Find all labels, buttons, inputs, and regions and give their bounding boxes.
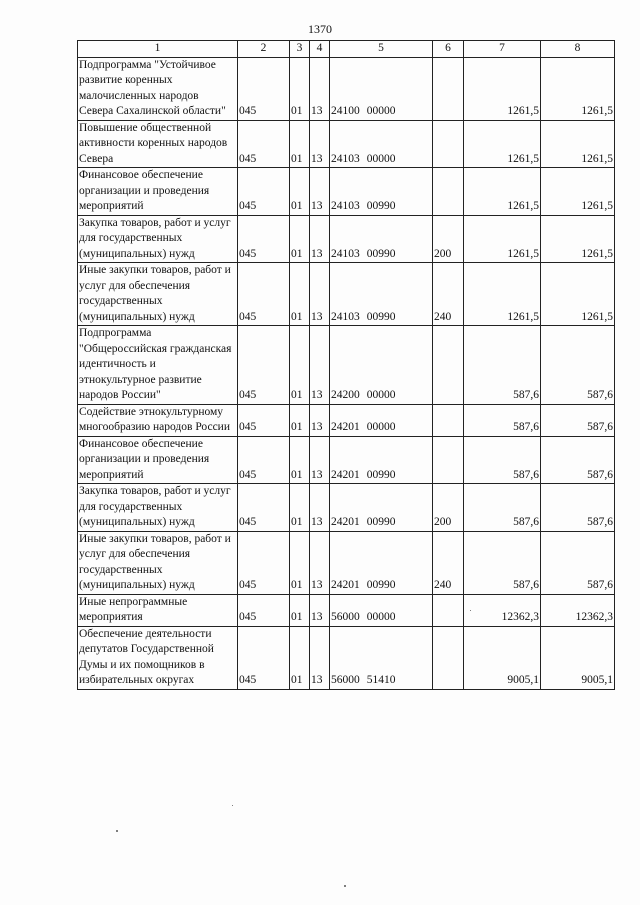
cell-col5 — [330, 404, 433, 436]
cell-col5 — [330, 168, 433, 216]
cell-col3: 01 — [290, 436, 310, 484]
cell-col6 — [433, 57, 464, 120]
cell-col5-part1: 24100 — [331, 105, 360, 117]
table-row — [78, 626, 615, 689]
cell-col2: 045 — [238, 531, 290, 594]
cell-col5-part2: 00990 — [366, 247, 396, 260]
header-cell: 4 — [310, 41, 330, 58]
cell-col8: 1261,5 — [541, 168, 615, 216]
row-name: Иные закупки товаров, работ и услуг для обеспечения государственных (муниципальных) нужд — [78, 263, 238, 326]
header-cell: 3 — [290, 41, 310, 58]
cell-col2: 045 — [238, 168, 290, 216]
table-row — [78, 168, 615, 216]
cell-col2: 045 — [238, 626, 290, 689]
cell-col5-part1: 24201 — [331, 468, 360, 481]
cell-col8: 1261,5 — [541, 57, 615, 120]
cell-col7: 1261,5 — [464, 168, 541, 216]
cell-col6: 240 — [433, 531, 464, 594]
cell-col8: 587,6 — [541, 484, 615, 532]
table-row — [78, 484, 615, 532]
table-row — [78, 120, 615, 168]
cell-col4: 13 — [310, 263, 330, 326]
cell-col2: 045 — [238, 436, 290, 484]
cell-col7: 587,6 — [464, 531, 541, 594]
row-name: Закупка товаров, работ и услуг для государственных (муниципальных) нужд — [78, 484, 238, 532]
cell-col5-part1: 56000 — [331, 674, 360, 686]
cell-col8: 1261,5 — [541, 263, 615, 326]
cell-col4: 13 — [310, 57, 330, 120]
cell-col3: 01 — [290, 263, 310, 326]
cell-col4: 13 — [310, 168, 330, 216]
cell-col8: 587,6 — [541, 531, 615, 594]
row-name: Иные закупки товаров, работ и услуг для обеспечения государственных (муниципальных) нужд — [78, 531, 238, 594]
cell-col5-part1: 24201 — [331, 421, 360, 433]
cell-col6 — [433, 168, 464, 216]
scan-speck — [470, 610, 471, 611]
table-row — [78, 215, 615, 263]
cell-col8: 12362,3 — [541, 594, 615, 626]
cell-col4: 13 — [310, 404, 330, 436]
cell-col6: 240 — [433, 263, 464, 326]
cell-col7: 587,6 — [464, 436, 541, 484]
cell-col4: 13 — [310, 120, 330, 168]
table-row — [78, 436, 615, 484]
cell-col3: 01 — [290, 326, 310, 405]
cell-col8: 9005,1 — [541, 626, 615, 689]
cell-col7: 1261,5 — [464, 263, 541, 326]
cell-col7: 587,6 — [464, 326, 541, 405]
cell-col5-part2: 00000 — [366, 389, 396, 401]
cell-col5-part2: 00000 — [366, 421, 396, 433]
header-cell: 8 — [541, 41, 615, 58]
row-name: Подпрограмма "Общероссийская гражданская идентичность и этнокультурное развитие народов России" — [78, 326, 238, 405]
cell-col7: 587,6 — [464, 484, 541, 532]
header-row — [78, 41, 615, 58]
cell-col5-part1: 24103 — [331, 200, 360, 212]
cell-col2: 045 — [238, 326, 290, 405]
cell-col8: 1261,5 — [541, 215, 615, 263]
cell-col7: 1261,5 — [464, 57, 541, 120]
cell-col7: 1261,5 — [464, 120, 541, 168]
cell-col5 — [330, 484, 433, 532]
row-name: Подпрограмма "Устойчивое развитие коренных малочисленных народов Севера Сахалинской области" — [78, 57, 238, 120]
cell-col2: 045 — [238, 215, 290, 263]
cell-col8: 1261,5 — [541, 120, 615, 168]
cell-col5 — [330, 263, 433, 326]
scan-speck — [232, 805, 233, 806]
cell-col5 — [330, 215, 433, 263]
row-name: Содействие этнокультурному многообразию народов России — [78, 404, 238, 436]
cell-col5-part2: 00000 — [366, 152, 396, 165]
header-cell: 7 — [464, 41, 541, 58]
cell-col5-part2: 00990 — [366, 200, 396, 212]
budget-table — [77, 40, 615, 690]
cell-col6 — [433, 326, 464, 405]
cell-col8: 587,6 — [541, 326, 615, 405]
cell-col6: 200 — [433, 484, 464, 532]
cell-col4: 13 — [310, 626, 330, 689]
cell-col3: 01 — [290, 626, 310, 689]
cell-col3: 01 — [290, 484, 310, 532]
cell-col7: 587,6 — [464, 404, 541, 436]
cell-col5-part2: 00000 — [366, 105, 396, 117]
cell-col5 — [330, 531, 433, 594]
cell-col6 — [433, 626, 464, 689]
cell-col5-part1: 24103 — [331, 152, 360, 165]
cell-col4: 13 — [310, 484, 330, 532]
cell-col5-part2: 00990 — [366, 516, 396, 528]
cell-col5-part1: 56000 — [331, 611, 360, 623]
cell-col6: 200 — [433, 215, 464, 263]
cell-col6 — [433, 120, 464, 168]
header-cell: 1 — [78, 41, 238, 58]
header-cell: 2 — [238, 41, 290, 58]
cell-col5-part2: 00000 — [366, 611, 396, 623]
cell-col2: 045 — [238, 484, 290, 532]
cell-col5-part2: 51410 — [366, 674, 396, 686]
table-row — [78, 404, 615, 436]
header-cell: 5 — [330, 41, 433, 58]
row-name: Повышение общественной активности коренных народов Севера — [78, 120, 238, 168]
row-name: Финансовое обеспечение организации и проведения мероприятий — [78, 436, 238, 484]
table-row — [78, 57, 615, 120]
cell-col5 — [330, 326, 433, 405]
cell-col5-part1: 24200 — [331, 389, 360, 401]
cell-col8: 587,6 — [541, 404, 615, 436]
table-body — [78, 57, 615, 689]
cell-col6 — [433, 404, 464, 436]
row-name: Обеспечение деятельности депутатов Государственной Думы и их помощников в избирательных округах — [78, 626, 238, 689]
cell-col7: 1261,5 — [464, 215, 541, 263]
row-name: Закупка товаров, работ и услуг для государственных (муниципальных) нужд — [78, 215, 238, 263]
cell-col2: 045 — [238, 263, 290, 326]
cell-col2: 045 — [238, 120, 290, 168]
cell-col5-part1: 24103 — [331, 310, 360, 323]
scan-speck — [344, 885, 346, 887]
cell-col7: 9005,1 — [464, 626, 541, 689]
cell-col5-part2: 00990 — [366, 310, 396, 323]
cell-col2: 045 — [238, 404, 290, 436]
cell-col5-part1: 24103 — [331, 247, 360, 260]
cell-col5-part2: 00990 — [366, 468, 396, 481]
cell-col3: 01 — [290, 168, 310, 216]
cell-col3: 01 — [290, 594, 310, 626]
table-row — [78, 594, 615, 626]
cell-col4: 13 — [310, 326, 330, 405]
cell-col5-part2: 00990 — [366, 579, 396, 591]
cell-col5-part1: 24201 — [331, 579, 360, 591]
cell-col6 — [433, 594, 464, 626]
cell-col5-part1: 24201 — [331, 516, 360, 528]
cell-col4: 13 — [310, 531, 330, 594]
cell-col5 — [330, 594, 433, 626]
cell-col5 — [330, 436, 433, 484]
cell-col2: 045 — [238, 594, 290, 626]
page-number: 1370 — [308, 22, 332, 36]
cell-col3: 01 — [290, 120, 310, 168]
cell-col7: 12362,3 — [464, 594, 541, 626]
cell-col2: 045 — [238, 57, 290, 120]
cell-col5 — [330, 57, 433, 120]
table-row — [78, 326, 615, 405]
table-row — [78, 263, 615, 326]
cell-col4: 13 — [310, 594, 330, 626]
row-name: Финансовое обеспечение организации и проведения мероприятий — [78, 168, 238, 216]
header-cell: 6 — [433, 41, 464, 58]
cell-col3: 01 — [290, 531, 310, 594]
scan-speck — [116, 830, 118, 832]
cell-col3: 01 — [290, 215, 310, 263]
cell-col4: 13 — [310, 436, 330, 484]
cell-col6 — [433, 436, 464, 484]
cell-col8: 587,6 — [541, 436, 615, 484]
table-row — [78, 531, 615, 594]
cell-col5 — [330, 626, 433, 689]
cell-col3: 01 — [290, 57, 310, 120]
cell-col3: 01 — [290, 404, 310, 436]
row-name: Иные непрограммные мероприятия — [78, 594, 238, 626]
cell-col5 — [330, 120, 433, 168]
cell-col4: 13 — [310, 215, 330, 263]
